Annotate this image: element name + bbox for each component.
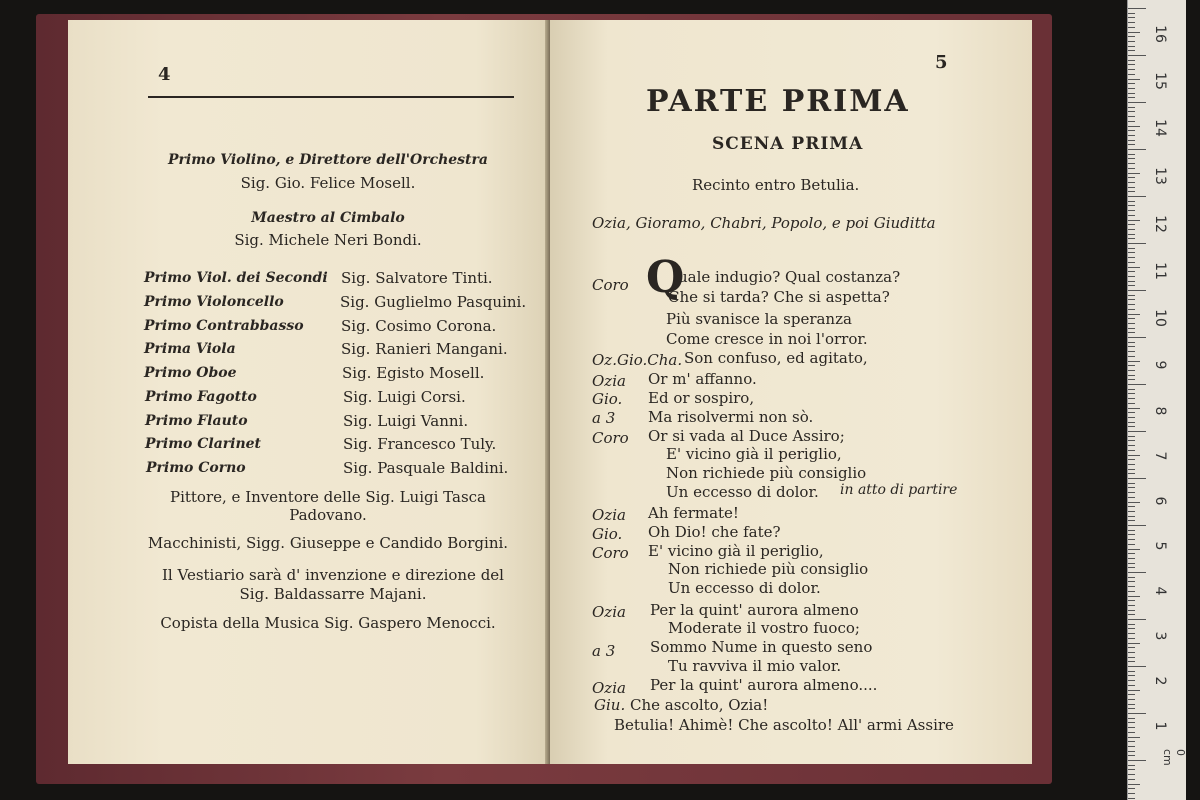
ruler-tick <box>1128 426 1135 427</box>
roster-role: Primo Flauto <box>145 413 248 429</box>
dialogue-line: Moderate il vostro fuoco; <box>668 619 860 637</box>
ruler-tick <box>1128 22 1135 23</box>
ruler-tick <box>1128 238 1135 239</box>
dialogue-line: Betulia! Ahimè! Che ascolto! All' armi Assire <box>614 716 954 734</box>
ruler-tick <box>1128 591 1135 592</box>
ruler-tick <box>1128 140 1135 141</box>
ruler-tick <box>1128 144 1135 145</box>
ruler-tick <box>1128 440 1135 441</box>
speaker-label: Ozia <box>592 506 626 524</box>
dialogue-line: Un eccesso di dolor. <box>668 579 821 597</box>
part-title: PARTE PRIMA <box>646 84 910 119</box>
ruler-tick <box>1128 97 1135 98</box>
ruler-tick <box>1128 187 1135 188</box>
ruler-tick <box>1128 553 1135 554</box>
ruler-tick <box>1128 779 1135 780</box>
ruler-number: 4 <box>1152 586 1168 596</box>
roster-name: Sig. Luigi Corsi. <box>343 388 466 406</box>
ruler-tick <box>1128 455 1140 456</box>
ruler-tick <box>1128 79 1140 80</box>
ruler-tick <box>1128 83 1135 84</box>
ruler-tick <box>1128 675 1135 676</box>
ruler-tick <box>1128 135 1135 136</box>
ruler-tick <box>1128 436 1135 437</box>
dialogue-line: Sommo Nume in questo seno <box>650 638 873 656</box>
ruler-tick <box>1128 567 1135 568</box>
ruler-tick <box>1128 680 1135 681</box>
dialogue-line: Oh Dio! che fate? <box>648 523 781 541</box>
roster-role: Primo Contrabbasso <box>144 318 304 334</box>
dialogue-line: Or si vada al Duce Assiro; <box>648 427 845 445</box>
roster-name: Sig. Egisto Mosell. <box>342 364 485 382</box>
ruler-tick <box>1128 558 1135 559</box>
ruler-tick <box>1128 769 1135 770</box>
roster-name: Sig. Francesco Tuly. <box>343 435 497 453</box>
dialogue-line: uale indugio? Qual costanza? <box>678 268 901 286</box>
ruler-tick <box>1128 483 1135 484</box>
roster-name: Sig. Guglielmo Pasquini. <box>340 293 527 311</box>
speaker-label: Ozia <box>592 372 626 390</box>
ruler-tick <box>1128 69 1135 70</box>
ruler-tick <box>1128 581 1135 582</box>
stage-direction: in atto di partire <box>840 482 958 498</box>
ruler-tick <box>1128 492 1135 493</box>
ruler-tick <box>1128 314 1140 315</box>
ruler-tick <box>1128 737 1140 738</box>
maestro-name: Sig. Michele Neri Bondi. <box>234 231 422 249</box>
dialogue-line: Più svanisce la speranza <box>666 310 852 328</box>
speaker-label: Giu. <box>594 696 626 714</box>
ruler-tick <box>1128 600 1135 601</box>
ruler-tick <box>1128 323 1135 324</box>
header-rule <box>148 96 514 98</box>
ruler-tick <box>1128 478 1146 479</box>
ruler-tick <box>1128 464 1135 465</box>
dialogue-line: Ed or sospiro, <box>648 389 755 407</box>
page-number: 5 <box>935 52 948 73</box>
ruler-tick <box>1128 652 1135 653</box>
ruler-tick <box>1128 158 1135 159</box>
ruler-tick <box>1128 74 1135 75</box>
ruler-tick <box>1128 469 1135 470</box>
ruler-tick <box>1128 365 1135 366</box>
ruler-tick <box>1128 346 1135 347</box>
primo-violino-name: Sig. Gio. Felice Mosell. <box>240 174 416 192</box>
ruler-tick <box>1128 356 1135 357</box>
ruler-tick <box>1128 205 1135 206</box>
ruler-tick <box>1128 422 1135 423</box>
speaker-label: Ozia <box>592 679 626 697</box>
ruler-tick <box>1128 647 1135 648</box>
ruler-number: 1 <box>1152 721 1168 731</box>
dialogue-line: Ah fermate! <box>648 504 739 522</box>
ruler-tick <box>1128 398 1135 399</box>
ruler-tick <box>1128 149 1146 150</box>
ruler-tick <box>1128 27 1135 28</box>
ruler-tick <box>1128 643 1140 644</box>
ruler-tick <box>1128 765 1135 766</box>
ruler-tick <box>1128 384 1146 385</box>
ruler-tick <box>1128 379 1135 380</box>
speaker-label: a 3 <box>592 642 616 660</box>
ruler-tick <box>1128 633 1135 634</box>
speaker-label: a 3 <box>592 409 616 427</box>
ruler-tick <box>1128 520 1135 521</box>
ruler-tick <box>1128 539 1135 540</box>
ruler-tick <box>1128 290 1146 291</box>
measuring-ruler <box>1127 0 1186 800</box>
dialogue-line: Non richiede più consiglio <box>666 464 867 482</box>
dialogue-line: Un eccesso di dolor. <box>666 483 819 501</box>
ruler-tick <box>1128 220 1140 221</box>
macchinisti-credit: Macchinisti, Sigg. Giuseppe e Candido Borgini. <box>147 534 509 552</box>
ruler-tick <box>1128 257 1135 258</box>
speaker-label: Gio. <box>592 390 623 408</box>
dialogue-line: E' vicino già il periglio, <box>666 445 842 463</box>
ruler-number: 15 <box>1152 72 1168 90</box>
ruler-tick <box>1128 88 1135 89</box>
ruler-tick <box>1128 755 1135 756</box>
ruler-tick <box>1128 784 1140 785</box>
drop-cap: Q <box>646 252 685 303</box>
ruler-tick <box>1128 718 1135 719</box>
ruler-tick <box>1128 577 1135 578</box>
right-page <box>550 20 1032 764</box>
ruler-tick <box>1128 722 1135 723</box>
ruler-tick <box>1128 534 1135 535</box>
ruler-tick <box>1128 628 1135 629</box>
roster-role: Prima Viola <box>144 341 236 357</box>
ruler-tick <box>1128 177 1135 178</box>
ruler-tick <box>1128 610 1135 611</box>
ruler-tick <box>1128 788 1135 789</box>
dialogue-line: Per la quint' aurora almeno <box>650 601 859 619</box>
ruler-tick <box>1128 690 1140 691</box>
ruler-tick <box>1128 41 1135 42</box>
ruler-number: 13 <box>1152 167 1168 185</box>
ruler-tick <box>1128 704 1135 705</box>
dialogue-line: Tu ravviva il mio valor. <box>668 657 842 675</box>
ruler-tick <box>1128 685 1135 686</box>
ruler-tick <box>1128 497 1135 498</box>
ruler-tick <box>1128 666 1146 667</box>
ruler-tick <box>1128 126 1140 127</box>
ruler-tick <box>1128 281 1135 282</box>
ruler-tick <box>1128 295 1135 296</box>
dialogue-line: Or m' affanno. <box>648 370 757 388</box>
ruler-tick <box>1128 506 1135 507</box>
ruler-tick <box>1128 661 1135 662</box>
dialogue-line: E' vicino già il periglio, <box>648 542 824 560</box>
ruler-tick <box>1128 215 1135 216</box>
ruler-tick <box>1128 544 1135 545</box>
ruler-tick <box>1128 229 1135 230</box>
ruler-tick <box>1128 445 1135 446</box>
ruler-tick <box>1128 55 1146 56</box>
ruler-tick <box>1128 516 1135 517</box>
ruler-tick <box>1128 403 1135 404</box>
dialogue-line: Son confuso, ed agitato, <box>684 349 868 367</box>
ruler-tick <box>1128 332 1135 333</box>
primo-violino-role: Primo Violino, e Direttore dell'Orchestra <box>168 152 488 168</box>
speaker-label: Oz.Gio.Cha. <box>592 351 683 369</box>
speaker-label: Coro <box>592 544 629 562</box>
ruler-tick <box>1128 502 1140 503</box>
ruler-tick <box>1128 243 1146 244</box>
ruler-number: 16 <box>1152 25 1168 43</box>
left-page <box>68 20 548 764</box>
ruler-tick <box>1128 130 1135 131</box>
ruler-tick <box>1128 774 1135 775</box>
ruler-tick <box>1128 234 1135 235</box>
ruler-tick <box>1128 694 1135 695</box>
ruler-tick <box>1128 727 1135 728</box>
dialogue-line: Non richiede più consiglio <box>668 560 869 578</box>
ruler-number: 12 <box>1152 215 1168 233</box>
ruler-tick <box>1128 46 1135 47</box>
ruler-number: 11 <box>1152 262 1168 280</box>
ruler-tick <box>1128 798 1135 799</box>
ruler-tick <box>1128 657 1135 658</box>
ruler-tick <box>1128 431 1146 432</box>
maestro-role: Maestro al Cimbalo <box>251 210 405 226</box>
ruler-unit-label: 0 cm <box>1161 749 1187 766</box>
ruler-number: 6 <box>1152 496 1168 506</box>
dialogue-line: Che ascolto, Ozia! <box>630 696 769 714</box>
roster-role: Primo Viol. dei Secondi <box>144 270 328 286</box>
ruler-tick <box>1128 793 1135 794</box>
ruler-tick <box>1128 619 1146 620</box>
speaker-label: Coro <box>592 429 629 447</box>
ruler-tick <box>1128 107 1135 108</box>
ruler-tick <box>1128 309 1135 310</box>
ruler-tick <box>1128 173 1140 174</box>
ruler-tick <box>1128 459 1135 460</box>
ruler-tick <box>1128 93 1135 94</box>
speaker-label: Ozia <box>592 603 626 621</box>
copista-credit: Copista della Musica Sig. Gaspero Menocci. <box>160 614 496 632</box>
ruler-tick <box>1128 563 1135 564</box>
ruler-tick <box>1128 50 1135 51</box>
roster-role: Primo Fagotto <box>145 389 257 405</box>
ruler-tick <box>1128 751 1135 752</box>
speaker-label: Coro <box>592 276 629 294</box>
ruler-tick <box>1128 342 1135 343</box>
ruler-tick <box>1128 163 1135 164</box>
ruler-tick <box>1128 328 1135 329</box>
ruler-tick <box>1128 450 1135 451</box>
ruler-tick <box>1128 389 1135 390</box>
ruler-tick <box>1128 370 1135 371</box>
roster-name: Sig. Ranieri Mangani. <box>341 340 508 358</box>
ruler-tick <box>1128 473 1135 474</box>
ruler-number: 5 <box>1152 541 1168 551</box>
ruler-tick <box>1128 299 1135 300</box>
ruler-tick <box>1128 596 1140 597</box>
ruler-number: 8 <box>1152 406 1168 416</box>
ruler-tick <box>1128 412 1135 413</box>
ruler-tick <box>1128 699 1135 700</box>
dialogue-line: Ma risolvermi non sò. <box>648 408 814 426</box>
roster-role: Primo Violoncello <box>144 294 284 310</box>
speaker-label: Gio. <box>592 525 623 543</box>
roster-role: Primo Clarinet <box>145 436 262 452</box>
ruler-tick <box>1128 614 1135 615</box>
ruler-tick <box>1128 487 1135 488</box>
ruler-tick <box>1128 525 1146 526</box>
ruler-tick <box>1128 549 1140 550</box>
ruler-tick <box>1128 196 1146 197</box>
ruler-tick <box>1128 304 1135 305</box>
ruler-tick <box>1128 361 1140 362</box>
ruler-tick <box>1128 337 1146 338</box>
ruler-number: 10 <box>1152 309 1168 327</box>
ruler-tick <box>1128 201 1135 202</box>
character-list: Ozia, Gioramo, Chabri, Popolo, e poi Giuditta <box>592 214 936 232</box>
ruler-tick <box>1128 671 1135 672</box>
ruler-tick <box>1128 13 1135 14</box>
ruler-tick <box>1128 713 1146 714</box>
ruler-tick <box>1128 8 1146 9</box>
ruler-tick <box>1128 262 1135 263</box>
roster-name: Sig. Salvatore Tinti. <box>341 269 493 287</box>
ruler-tick <box>1128 168 1135 169</box>
ruler-number: 9 <box>1152 360 1168 370</box>
ruler-tick <box>1128 121 1135 122</box>
ruler-tick <box>1128 511 1135 512</box>
ruler-tick <box>1128 191 1135 192</box>
pittore-credit: Pittore, e Inventore delle Sig. Luigi Tasca Padovano. <box>169 488 487 524</box>
ruler-tick <box>1128 210 1135 211</box>
ruler-tick <box>1128 182 1135 183</box>
ruler-number: 3 <box>1152 631 1168 641</box>
ruler-tick <box>1128 746 1135 747</box>
ruler-tick <box>1128 32 1140 33</box>
ruler-tick <box>1128 638 1135 639</box>
ruler-tick <box>1128 375 1135 376</box>
ruler-tick <box>1128 276 1135 277</box>
ruler-tick <box>1128 60 1135 61</box>
ruler-tick <box>1128 624 1135 625</box>
page-number: 4 <box>158 64 171 85</box>
ruler-tick <box>1128 111 1135 112</box>
ruler-tick <box>1128 285 1135 286</box>
roster-name: Sig. Pasquale Baldini. <box>343 459 509 477</box>
ruler-number: 14 <box>1152 119 1168 137</box>
ruler-tick <box>1128 760 1146 761</box>
vestiario-credit: Il Vestiario sarà d' invenzione e direzione del Sig. Baldassarre Majani. <box>162 566 504 603</box>
ruler-tick <box>1128 417 1135 418</box>
ruler-tick <box>1128 36 1135 37</box>
ruler-tick <box>1128 116 1135 117</box>
dialogue-line: Come cresce in noi l'orror. <box>666 330 868 348</box>
dialogue-line: Per la quint' aurora almeno.... <box>650 676 878 694</box>
ruler-number: 7 <box>1152 451 1168 461</box>
ruler-tick <box>1128 393 1135 394</box>
roster-role: Primo Oboe <box>144 365 237 381</box>
ruler-tick <box>1128 732 1135 733</box>
ruler-tick <box>1128 267 1140 268</box>
ruler-tick <box>1128 154 1135 155</box>
scene-title: SCENA PRIMA <box>712 134 864 154</box>
ruler-number: 2 <box>1152 676 1168 686</box>
ruler-tick <box>1128 351 1135 352</box>
ruler-tick <box>1128 741 1135 742</box>
ruler-tick <box>1128 224 1135 225</box>
ruler-tick <box>1128 530 1135 531</box>
dialogue-line: Che si tarda? Che si aspetta? <box>668 288 890 306</box>
roster-name: Sig. Luigi Vanni. <box>343 412 469 430</box>
ruler-tick <box>1128 586 1135 587</box>
ruler-tick <box>1128 102 1146 103</box>
ruler-tick <box>1128 605 1135 606</box>
ruler-tick <box>1128 64 1135 65</box>
ruler-tick <box>1128 572 1146 573</box>
scene-setting: Recinto entro Betulia. <box>692 176 860 194</box>
ruler-tick <box>1128 408 1140 409</box>
roster-role: Primo Corno <box>146 460 246 476</box>
ruler-tick <box>1128 252 1135 253</box>
ruler-tick <box>1128 708 1135 709</box>
ruler-tick <box>1128 318 1135 319</box>
roster-name: Sig. Cosimo Corona. <box>341 317 497 335</box>
ruler-tick <box>1128 248 1135 249</box>
ruler-tick <box>1128 17 1135 18</box>
ruler-tick <box>1128 271 1135 272</box>
